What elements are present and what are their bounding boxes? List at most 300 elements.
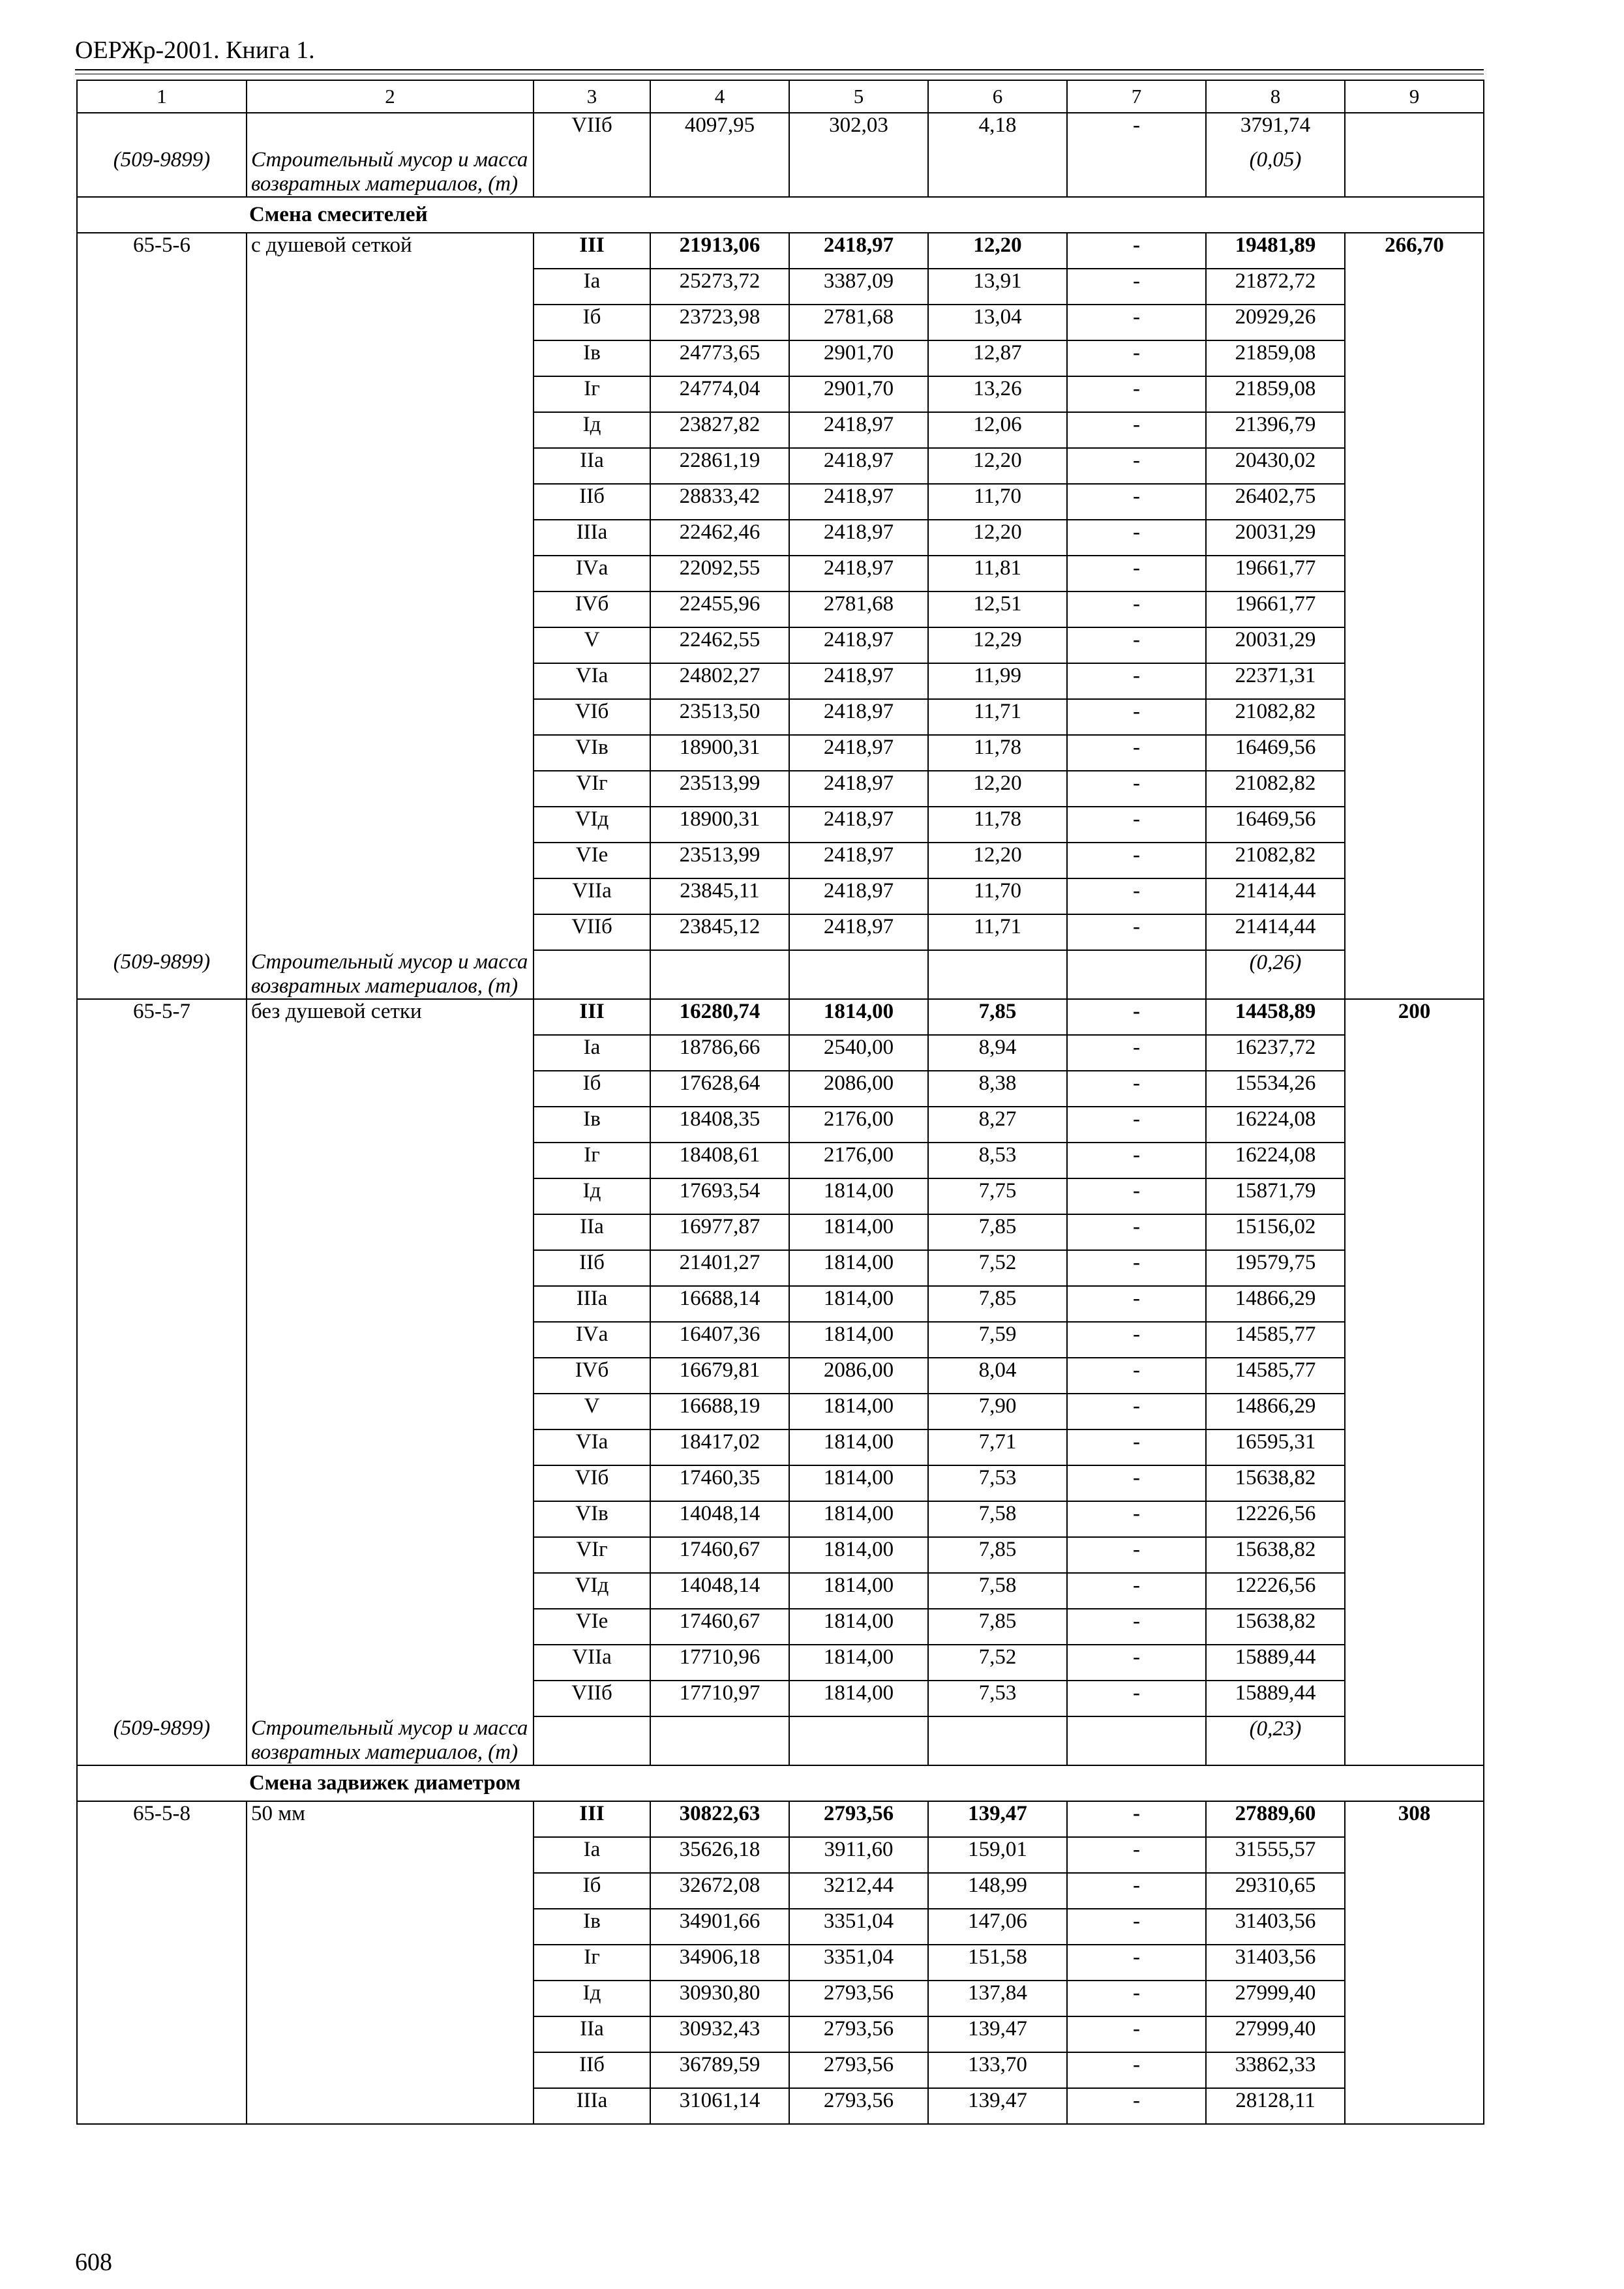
empty-cell (247, 2052, 534, 2088)
empty-cell (77, 1178, 247, 1214)
table-row (77, 1322, 1484, 1358)
column-number: 8 (1206, 80, 1345, 113)
wages-cell: 1814,00 (789, 1286, 928, 1322)
materials-cell: 19481,89 (1206, 233, 1345, 269)
empty-cell (77, 1465, 247, 1501)
total-cost-cell: 17693,54 (650, 1178, 789, 1214)
materials-cell: 16595,31 (1206, 1429, 1345, 1465)
operator-wages-cell: - (1067, 1681, 1206, 1716)
operator-wages-cell: - (1067, 1214, 1206, 1250)
empty-cell (247, 1501, 534, 1537)
empty-cell (77, 376, 247, 412)
total-cost-cell: 22462,46 (650, 520, 789, 556)
region-cell: VIв (534, 735, 650, 771)
materials-cell: 21082,82 (1206, 843, 1345, 878)
empty-cell (247, 807, 534, 843)
empty-cell (247, 1981, 534, 2016)
empty-cell (1345, 1035, 1484, 1071)
operator-wages-cell: - (1067, 627, 1206, 663)
machines-cell: 139,47 (928, 2016, 1067, 2052)
empty-cell (247, 914, 534, 950)
machines-cell: 13,26 (928, 376, 1067, 412)
wages-cell: 3212,44 (789, 1873, 928, 1909)
machines-cell: 12,20 (928, 448, 1067, 484)
table-row (77, 1873, 1484, 1909)
empty-cell (77, 1909, 247, 1945)
region-cell: VIд (534, 1573, 650, 1609)
empty-cell (247, 1537, 534, 1573)
total-cost-cell: 16688,14 (650, 1286, 789, 1322)
table-row (77, 1465, 1484, 1501)
operator-wages-cell: - (1067, 878, 1206, 914)
column-number: 3 (534, 80, 650, 113)
material-name: Строительный мусор и масса возвратных материалов, (т) (247, 148, 534, 197)
operator-wages-cell: - (1067, 269, 1206, 305)
machines-cell: 11,99 (928, 663, 1067, 699)
empty-cell (247, 1071, 534, 1107)
operator-wages-cell: - (1067, 340, 1206, 376)
machines-cell: 8,53 (928, 1143, 1067, 1178)
region-cell: VIб (534, 1465, 650, 1501)
materials-cell: 16469,56 (1206, 807, 1345, 843)
empty-cell (1345, 1250, 1484, 1286)
total-cost-cell: 18900,31 (650, 807, 789, 843)
operator-wages-cell: - (1067, 1286, 1206, 1322)
item-code: 65-5-7 (77, 999, 247, 1035)
materials-cell: 12226,56 (1206, 1573, 1345, 1609)
empty-cell (77, 914, 247, 950)
wages-cell: 3387,09 (789, 269, 928, 305)
machines-cell: 139,47 (928, 1801, 1067, 1837)
materials-cell: 15889,44 (1206, 1645, 1345, 1681)
wages-cell: 2418,97 (789, 627, 928, 663)
material-row (77, 148, 1484, 197)
table-row (77, 1178, 1484, 1214)
total-cost-cell: 30822,63 (650, 1801, 789, 1837)
operator-wages-cell: - (1067, 2088, 1206, 2124)
table-row (77, 1035, 1484, 1071)
empty-cell (1345, 448, 1484, 484)
operator-wages-cell: - (1067, 914, 1206, 950)
column-number: 9 (1345, 80, 1484, 113)
empty-cell (1345, 950, 1484, 999)
empty-cell (247, 269, 534, 305)
wages-cell: 1814,00 (789, 1501, 928, 1537)
region-cell: VIIа (534, 1645, 650, 1681)
operator-wages-cell: - (1067, 1501, 1206, 1537)
empty-cell (1345, 2088, 1484, 2124)
empty-cell (247, 448, 534, 484)
table-row (77, 1358, 1484, 1394)
empty-cell (1345, 1645, 1484, 1681)
materials-cell: 15871,79 (1206, 1178, 1345, 1214)
column-number: 4 (650, 80, 789, 113)
region-cell: Iа (534, 1837, 650, 1873)
empty-cell (1345, 520, 1484, 556)
total-cost-cell: 18786,66 (650, 1035, 789, 1071)
operator-wages-cell: - (1067, 1107, 1206, 1143)
region-cell: IVа (534, 556, 650, 591)
materials-cell: 16224,08 (1206, 1143, 1345, 1178)
total-cost-cell: 21401,27 (650, 1250, 789, 1286)
table-row (77, 1681, 1484, 1716)
machines-cell: 7,58 (928, 1573, 1067, 1609)
empty-cell (1345, 1837, 1484, 1873)
empty-cell (247, 1358, 534, 1394)
materials-cell: 14458,89 (1206, 999, 1345, 1035)
wages-cell: 2418,97 (789, 843, 928, 878)
empty-cell (77, 113, 247, 148)
materials-cell: 16469,56 (1206, 735, 1345, 771)
empty-cell (928, 1716, 1067, 1765)
operator-wages-cell: - (1067, 663, 1206, 699)
total-cost-cell: 17460,35 (650, 1465, 789, 1501)
total-cost-cell: 18900,31 (650, 735, 789, 771)
operator-wages-cell: - (1067, 1573, 1206, 1609)
empty-cell (789, 148, 928, 197)
material-name: Строительный мусор и масса возвратных материалов, (т) (247, 1716, 534, 1765)
empty-cell (789, 950, 928, 999)
machines-cell: 139,47 (928, 2088, 1067, 2124)
operator-wages-cell: - (1067, 1035, 1206, 1071)
machines-cell: 11,78 (928, 807, 1067, 843)
empty-cell (247, 1035, 534, 1071)
materials-cell: 19579,75 (1206, 1250, 1345, 1286)
empty-cell (1345, 1286, 1484, 1322)
total-cost-cell: 16688,19 (650, 1394, 789, 1429)
empty-cell (1345, 663, 1484, 699)
empty-cell (1345, 1143, 1484, 1178)
item-name: с душевой сеткой (247, 233, 534, 269)
materials-cell: 19661,77 (1206, 591, 1345, 627)
column-number: 2 (247, 80, 534, 113)
table-row (77, 520, 1484, 556)
materials-cell: 14866,29 (1206, 1286, 1345, 1322)
table-row (77, 914, 1484, 950)
machines-cell: 7,58 (928, 1501, 1067, 1537)
wages-cell: 1814,00 (789, 1322, 928, 1358)
materials-cell: 28128,11 (1206, 2088, 1345, 2124)
machines-cell: 151,58 (928, 1945, 1067, 1981)
total-cost-cell: 30930,80 (650, 1981, 789, 2016)
materials-cell: 15638,82 (1206, 1609, 1345, 1645)
total-cost-cell: 24774,04 (650, 376, 789, 412)
wages-cell: 2418,97 (789, 484, 928, 520)
machines-cell: 12,20 (928, 520, 1067, 556)
empty-cell (77, 1250, 247, 1286)
operator-wages-cell: - (1067, 1981, 1206, 2016)
machines-cell: 147,06 (928, 1909, 1067, 1945)
empty-cell (77, 1429, 247, 1465)
empty-cell (650, 148, 789, 197)
empty-cell (77, 699, 247, 735)
region-cell: IIб (534, 484, 650, 520)
machines-cell: 13,91 (928, 269, 1067, 305)
empty-cell (247, 771, 534, 807)
empty-cell (247, 699, 534, 735)
total-cost-cell: 32672,08 (650, 1873, 789, 1909)
empty-cell (1345, 1107, 1484, 1143)
total-cost-cell: 23845,11 (650, 878, 789, 914)
operator-wages-cell: - (1067, 376, 1206, 412)
empty-cell (1345, 914, 1484, 950)
page-header-title: ОЕРЖр-2001. Книга 1. (75, 37, 315, 64)
region-cell: IIIа (534, 520, 650, 556)
wages-cell: 302,03 (789, 113, 928, 148)
wages-cell: 1814,00 (789, 1250, 928, 1286)
empty-cell (1345, 148, 1484, 197)
machines-cell: 7,52 (928, 1645, 1067, 1681)
wages-cell: 1814,00 (789, 1609, 928, 1645)
machines-cell: 7,52 (928, 1250, 1067, 1286)
region-cell: Iг (534, 376, 650, 412)
wages-cell: 2781,68 (789, 591, 928, 627)
region-cell: VIг (534, 1537, 650, 1573)
region-cell: VIе (534, 843, 650, 878)
empty-cell (77, 1873, 247, 1909)
materials-cell: 29310,65 (1206, 1873, 1345, 1909)
wages-cell: 2418,97 (789, 233, 928, 269)
materials-cell: 21414,44 (1206, 878, 1345, 914)
empty-cell (247, 1429, 534, 1465)
operator-wages-cell: - (1067, 1394, 1206, 1429)
materials-cell: 31555,57 (1206, 1837, 1345, 1873)
table-row (77, 1537, 1484, 1573)
machines-cell: 7,53 (928, 1465, 1067, 1501)
materials-cell: 20031,29 (1206, 627, 1345, 663)
wages-cell: 2418,97 (789, 878, 928, 914)
empty-cell (1345, 305, 1484, 340)
table-row (77, 1609, 1484, 1645)
table-row (77, 807, 1484, 843)
region-cell: Iа (534, 1035, 650, 1071)
wages-cell: 2418,97 (789, 412, 928, 448)
region-cell: Iб (534, 1873, 650, 1909)
table-body (77, 80, 1484, 2124)
region-cell: IIа (534, 448, 650, 484)
empty-cell (77, 2088, 247, 2124)
region-cell: IVа (534, 1322, 650, 1358)
wages-cell: 2418,97 (789, 520, 928, 556)
table-row (77, 484, 1484, 520)
region-cell: VIIб (534, 113, 650, 148)
empty-cell (1345, 1178, 1484, 1214)
materials-cell: 31403,56 (1206, 1909, 1345, 1945)
wages-cell: 2418,97 (789, 448, 928, 484)
materials-cell: 16237,72 (1206, 1035, 1345, 1071)
operator-wages-cell: - (1067, 999, 1206, 1035)
wages-cell: 2781,68 (789, 305, 928, 340)
materials-cell: 31403,56 (1206, 1945, 1345, 1981)
materials-cell: 14585,77 (1206, 1358, 1345, 1394)
machines-cell: 7,85 (928, 999, 1067, 1035)
empty-cell (1345, 1945, 1484, 1981)
machines-cell: 133,70 (928, 2052, 1067, 2088)
empty-cell (247, 1286, 534, 1322)
wages-cell: 2793,56 (789, 1981, 928, 2016)
empty-cell (1345, 2052, 1484, 2088)
empty-cell (534, 950, 650, 999)
operator-wages-cell: - (1067, 771, 1206, 807)
total-cost-cell: 22462,55 (650, 627, 789, 663)
empty-cell (247, 1214, 534, 1250)
total-cost-cell: 17460,67 (650, 1537, 789, 1573)
total-cost-cell: 36789,59 (650, 2052, 789, 2088)
machines-cell: 7,71 (928, 1429, 1067, 1465)
operator-wages-cell: - (1067, 699, 1206, 735)
total-cost-cell: 35626,18 (650, 1837, 789, 1873)
empty-cell (77, 2016, 247, 2052)
materials-cell: 3791,74 (1206, 113, 1345, 148)
empty-cell (77, 2052, 247, 2088)
region-cell: Iв (534, 1909, 650, 1945)
total-cost-cell: 24802,27 (650, 663, 789, 699)
column-number: 5 (789, 80, 928, 113)
empty-cell (247, 1609, 534, 1645)
wages-cell: 1814,00 (789, 1573, 928, 1609)
operator-wages-cell: - (1067, 1143, 1206, 1178)
wages-cell: 1814,00 (789, 1214, 928, 1250)
wages-cell: 2793,56 (789, 2052, 928, 2088)
machines-cell: 7,85 (928, 1537, 1067, 1573)
empty-cell (247, 1873, 534, 1909)
region-cell: Iд (534, 412, 650, 448)
empty-cell (1345, 1501, 1484, 1537)
wages-cell: 2176,00 (789, 1143, 928, 1178)
region-cell: VIг (534, 771, 650, 807)
empty-cell (1345, 1573, 1484, 1609)
machines-cell: 11,70 (928, 484, 1067, 520)
empty-cell (77, 448, 247, 484)
empty-cell (247, 556, 534, 591)
materials-cell: 21082,82 (1206, 699, 1345, 735)
operator-wages-cell: - (1067, 1645, 1206, 1681)
region-cell: VIIа (534, 878, 650, 914)
region-cell: IIб (534, 1250, 650, 1286)
materials-cell: 15889,44 (1206, 1681, 1345, 1716)
empty-cell (247, 627, 534, 663)
empty-cell (77, 1071, 247, 1107)
table-row (77, 843, 1484, 878)
wages-cell: 2418,97 (789, 771, 928, 807)
empty-cell (1345, 1537, 1484, 1573)
machines-cell: 11,70 (928, 878, 1067, 914)
empty-cell (247, 1645, 534, 1681)
empty-cell (247, 1573, 534, 1609)
region-cell: VIе (534, 1609, 650, 1645)
empty-cell (534, 148, 650, 197)
table-row (77, 2052, 1484, 2088)
empty-cell (1345, 1609, 1484, 1645)
empty-cell (77, 735, 247, 771)
table-row (77, 1394, 1484, 1429)
empty-cell (1067, 1716, 1206, 1765)
empty-cell (77, 807, 247, 843)
wages-cell: 3911,60 (789, 1837, 928, 1873)
table-row (77, 1107, 1484, 1143)
wages-cell: 2901,70 (789, 340, 928, 376)
empty-cell (247, 376, 534, 412)
region-cell: VIIб (534, 1681, 650, 1716)
table-row (77, 305, 1484, 340)
materials-cell: 27889,60 (1206, 1801, 1345, 1837)
operator-wages-cell: - (1067, 1609, 1206, 1645)
empty-cell (1345, 699, 1484, 735)
materials-cell: 26402,75 (1206, 484, 1345, 520)
wages-cell: 1814,00 (789, 1681, 928, 1716)
material-code: (509-9899) (77, 148, 247, 197)
machines-cell: 13,04 (928, 305, 1067, 340)
empty-cell (77, 1681, 247, 1716)
table-row (77, 591, 1484, 627)
region-cell: VIа (534, 663, 650, 699)
machines-cell: 7,85 (928, 1286, 1067, 1322)
empty-cell (1345, 627, 1484, 663)
empty-cell (77, 1501, 247, 1537)
region-cell: IIа (534, 1214, 650, 1250)
region-cell: VIб (534, 699, 650, 735)
materials-cell: 20031,29 (1206, 520, 1345, 556)
table-row (77, 735, 1484, 771)
machines-cell: 7,59 (928, 1322, 1067, 1358)
empty-cell (1345, 484, 1484, 520)
item-name: без душевой сетки (247, 999, 534, 1035)
empty-cell (1345, 1981, 1484, 2016)
material-code: (509-9899) (77, 1716, 247, 1765)
empty-cell (247, 2088, 534, 2124)
region-cell: VIд (534, 807, 650, 843)
empty-cell (1345, 735, 1484, 771)
empty-cell (77, 1143, 247, 1178)
empty-cell (247, 1394, 534, 1429)
empty-cell (77, 627, 247, 663)
operator-wages-cell: - (1067, 735, 1206, 771)
wages-cell: 2086,00 (789, 1071, 928, 1107)
total-cost-cell: 23513,99 (650, 771, 789, 807)
materials-cell: 20929,26 (1206, 305, 1345, 340)
section-title: Смена задвижек диаметром (77, 1765, 1484, 1801)
empty-cell (77, 1107, 247, 1143)
total-cost-cell: 16407,36 (650, 1322, 789, 1358)
total-cost-cell: 31061,14 (650, 2088, 789, 2124)
empty-cell (1345, 843, 1484, 878)
region-cell: Iв (534, 1107, 650, 1143)
table-row (77, 340, 1484, 376)
table-row (77, 1143, 1484, 1178)
empty-cell (77, 1214, 247, 1250)
empty-cell (247, 591, 534, 627)
empty-cell (247, 1143, 534, 1178)
operator-wages-cell: - (1067, 305, 1206, 340)
wages-cell: 2418,97 (789, 735, 928, 771)
empty-cell (77, 1945, 247, 1981)
material-value: (0,05) (1206, 148, 1345, 197)
machines-cell: 12,20 (928, 771, 1067, 807)
wages-cell: 1814,00 (789, 999, 928, 1035)
empty-cell (77, 1609, 247, 1645)
empty-cell (77, 1358, 247, 1394)
empty-cell (77, 269, 247, 305)
empty-cell (77, 1322, 247, 1358)
wages-cell: 2176,00 (789, 1107, 928, 1143)
table-row (77, 1429, 1484, 1465)
materials-cell: 21859,08 (1206, 340, 1345, 376)
empty-cell (77, 1645, 247, 1681)
total-cost-cell: 23723,98 (650, 305, 789, 340)
wages-cell: 2418,97 (789, 556, 928, 591)
empty-cell (1345, 376, 1484, 412)
region-cell: Iг (534, 1945, 650, 1981)
